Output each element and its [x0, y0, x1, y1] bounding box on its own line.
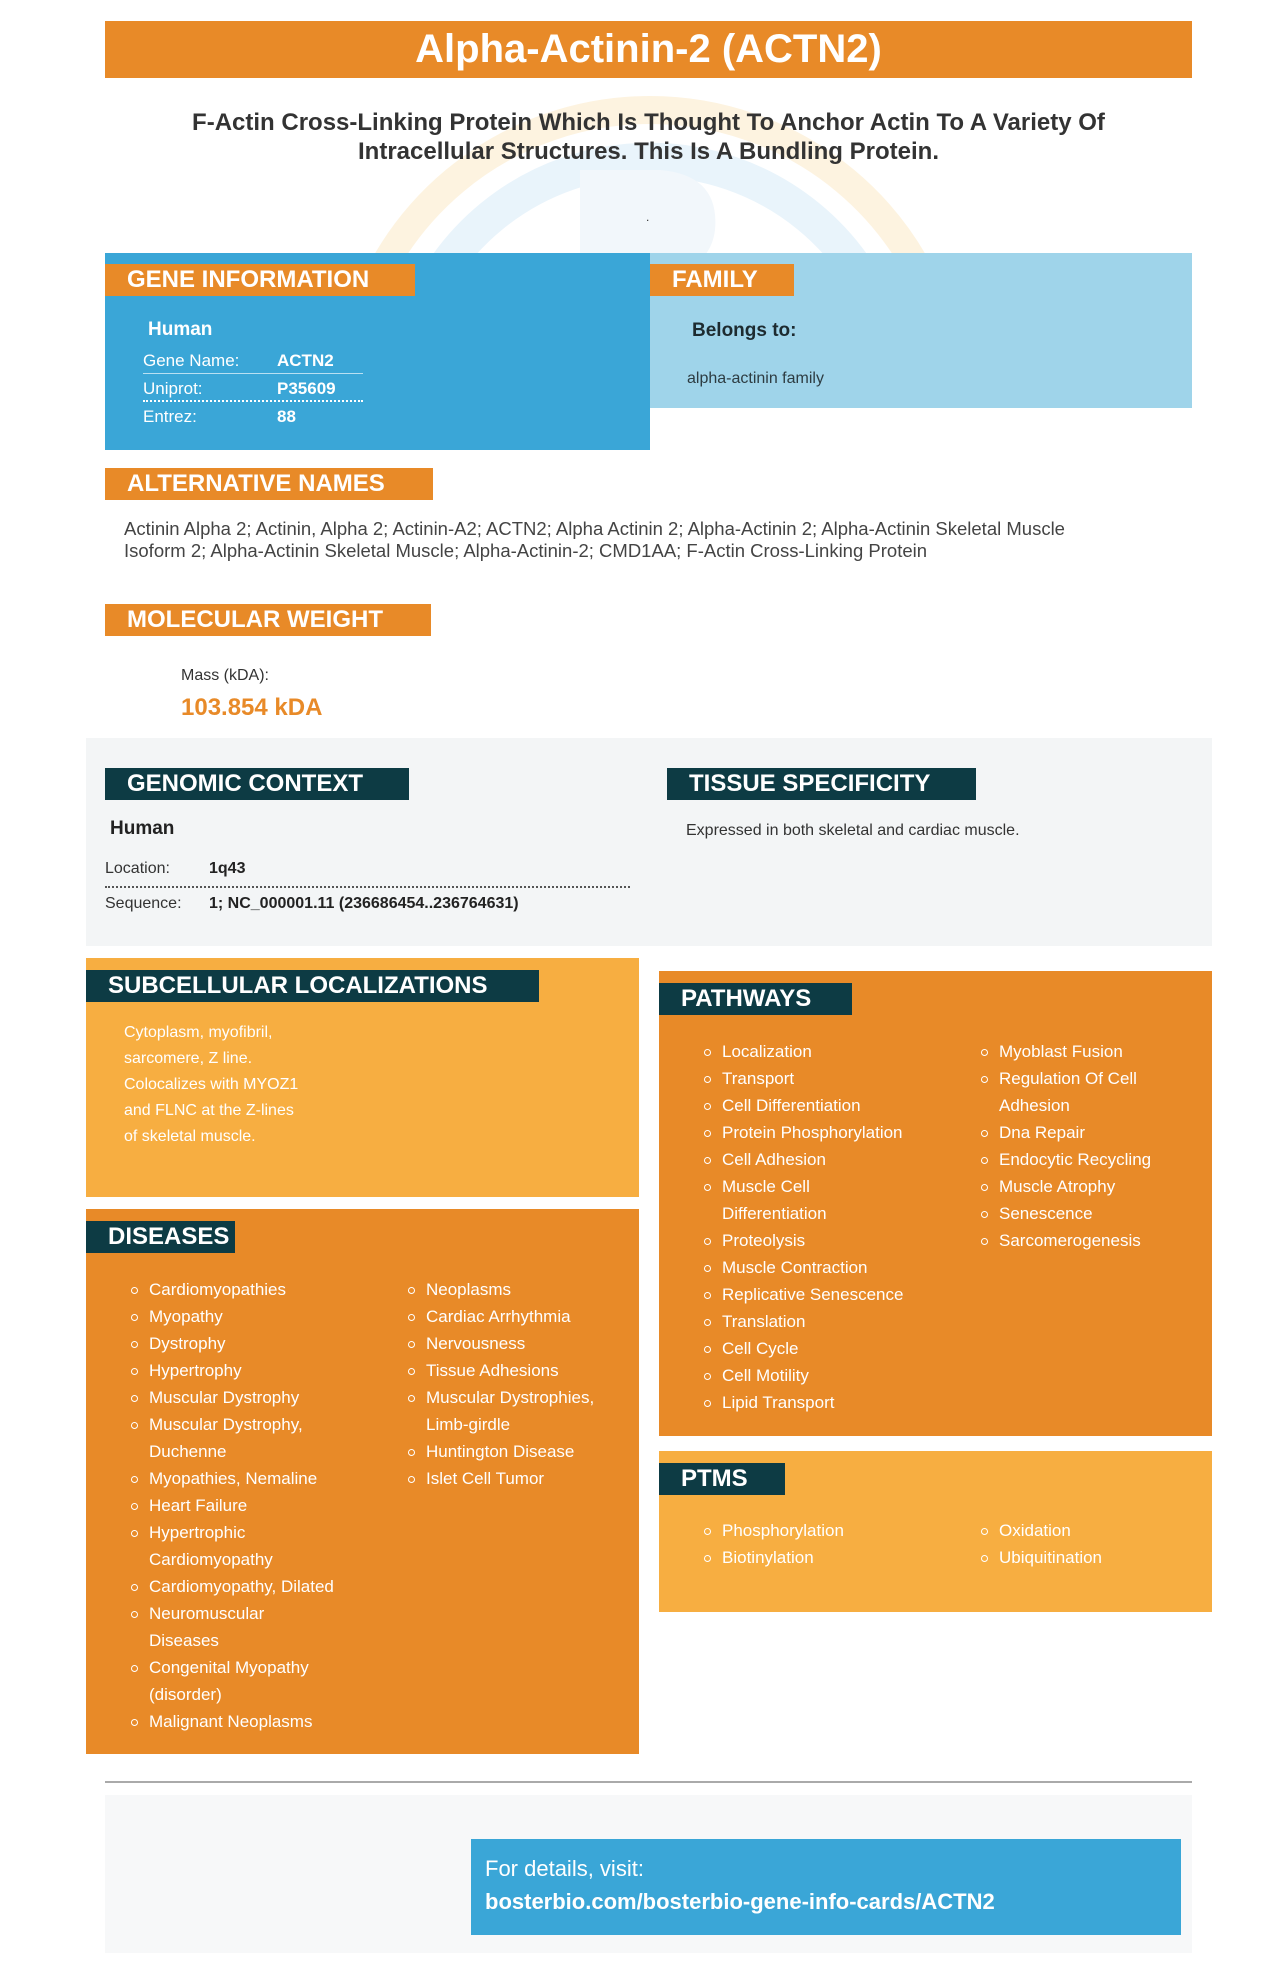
pathway-item: Cell Differentiation — [702, 1092, 942, 1119]
ptm-item: Oxidation — [979, 1517, 1199, 1544]
diseases-section — [86, 1209, 639, 1754]
subcellular-line: sarcomere, Z line. — [124, 1050, 253, 1067]
details-prompt: For details, visit: — [485, 1856, 644, 1881]
disease-item: Tissue Adhesions — [406, 1357, 626, 1384]
disease-item: Dystrophy — [129, 1330, 369, 1357]
disease-item: Islet Cell Tumor — [406, 1465, 626, 1492]
pathway-item: Localization — [702, 1038, 942, 1065]
disease-item: Muscular Dystrophies, Limb-girdle — [406, 1384, 626, 1438]
gene-species: Human — [148, 319, 213, 340]
pathway-item: Muscle Atrophy — [979, 1173, 1199, 1200]
subcellular-line: of skeletal muscle. — [124, 1128, 256, 1145]
ptm-item: Biotinylation — [702, 1544, 942, 1571]
uniprot-row[interactable] — [143, 375, 363, 402]
disease-item: Huntington Disease — [406, 1438, 626, 1465]
ptm-item: Ubiquitination — [979, 1544, 1199, 1571]
pathways-list-col2 — [979, 1038, 1199, 1254]
diseases-list-col2 — [406, 1276, 626, 1492]
entrez-row — [143, 403, 363, 430]
disease-item: Muscular Dystrophy, Duchenne — [129, 1411, 309, 1465]
sequence-label: Sequence: — [105, 895, 182, 912]
gene-name-label: Gene Name: — [143, 351, 240, 370]
ptms-heading: PTMS — [659, 1463, 785, 1495]
pathway-item: Regulation Of Cell Adhesion — [979, 1065, 1149, 1119]
disease-item: Hypertrophy — [129, 1357, 369, 1384]
pathway-item: Myoblast Fusion — [979, 1038, 1199, 1065]
ptms-list-col1 — [702, 1517, 942, 1571]
pathway-item: Cell Adhesion — [702, 1146, 942, 1173]
description-line: F-Actin Cross-Linking Protein Which Is Thought To Anchor Actin To A Variety Of — [192, 109, 1105, 136]
alternative-names-line: Actinin Alpha 2; Actinin, Alpha 2; Actinin-A2; ACTN2; Alpha Actinin 2; Alpha-Actinin 2; Alpha-Actinin Skeletal Muscle — [124, 518, 1065, 539]
disease-item: Myopathies, Nemaline — [129, 1465, 369, 1492]
disease-item: Malignant Neoplasms — [129, 1708, 369, 1735]
pathway-item: Translation — [702, 1308, 942, 1335]
disease-item: Muscular Dystrophy — [129, 1384, 369, 1411]
pathway-item: Dna Repair — [979, 1119, 1199, 1146]
disease-item: Hypertrophic Cardiomyopathy — [129, 1519, 289, 1573]
pathway-item: Muscle Contraction — [702, 1254, 942, 1281]
diseases-list-col1 — [129, 1276, 369, 1735]
pathway-item: Transport — [702, 1065, 942, 1092]
disease-item: Neuromuscular Diseases — [129, 1600, 289, 1654]
family-section — [650, 253, 1192, 408]
subcellular-text — [124, 1020, 298, 1150]
family-value: alpha-actinin family — [687, 370, 824, 387]
pathway-item: Cell Motility — [702, 1362, 942, 1389]
belongs-to-label: Belongs to: — [692, 320, 797, 341]
location-value: 1q43 — [209, 860, 246, 877]
subcellular-line: Cytoplasm, myofibril, — [124, 1024, 273, 1041]
subcellular-localizations-section — [86, 958, 639, 1197]
tissue-specificity-text: Expressed in both skeletal and cardiac muscle. — [686, 822, 1020, 839]
tissue-specificity-heading: TISSUE SPECIFICITY — [667, 768, 976, 800]
pathway-item: Senescence — [979, 1200, 1199, 1227]
gene-information-heading: GENE INFORMATION — [105, 264, 415, 296]
disease-item: Cardiomyopathies — [129, 1276, 369, 1303]
disease-item: Myopathy — [129, 1303, 369, 1330]
ptm-item: Phosphorylation — [702, 1517, 942, 1544]
disease-item: Neoplasms — [406, 1276, 626, 1303]
pathway-item: Sarcomerogenesis — [979, 1227, 1199, 1254]
alternative-names-text — [124, 518, 1194, 562]
disease-item: Cardiac Arrhythmia — [406, 1303, 626, 1330]
pathways-section — [659, 971, 1212, 1436]
mass-label: Mass (kDA): — [181, 667, 269, 684]
entrez-value: 88 — [277, 407, 296, 426]
disease-item: Congenital Myopathy (disorder) — [129, 1654, 309, 1708]
genomic-context-heading: GENOMIC CONTEXT — [105, 768, 409, 800]
subcellular-heading: SUBCELLULAR LOCALIZATIONS — [86, 970, 539, 1002]
separator-dot: . — [646, 210, 650, 224]
pathway-item: Cell Cycle — [702, 1335, 942, 1362]
subcellular-line: Colocalizes with MYOZ1 — [124, 1076, 299, 1093]
details-link[interactable]: bosterbio.com/bosterbio-gene-info-cards/ACTN2 — [485, 1889, 995, 1914]
diseases-heading: DISEASES — [86, 1221, 235, 1253]
protein-description — [105, 108, 1192, 166]
genomic-species: Human — [110, 818, 175, 839]
uniprot-value[interactable]: P35609 — [277, 379, 336, 398]
disease-item: Heart Failure — [129, 1492, 369, 1519]
pathways-heading: PATHWAYS — [659, 983, 852, 1015]
mass-value: 103.854 kDA — [181, 694, 323, 721]
footer-divider — [105, 1781, 1192, 1783]
disease-item: Nervousness — [406, 1330, 626, 1357]
ptms-list-col2 — [979, 1517, 1199, 1571]
location-label: Location: — [105, 860, 170, 877]
details-callout[interactable] — [471, 1839, 1181, 1935]
sequence-row — [105, 893, 630, 919]
pathway-item: Endocytic Recycling — [979, 1146, 1199, 1173]
pathway-item: Protein Phosphorylation — [702, 1119, 942, 1146]
gene-information-section — [105, 253, 650, 450]
gene-name-value: ACTN2 — [277, 351, 334, 370]
disease-item: Cardiomyopathy, Dilated — [129, 1573, 369, 1600]
ptms-section — [659, 1451, 1212, 1612]
alternative-names-heading: ALTERNATIVE NAMES — [105, 468, 433, 500]
uniprot-label: Uniprot: — [143, 379, 203, 398]
description-line: Intracellular Structures. This Is A Bundling Protein. — [358, 138, 939, 165]
pathway-item: Replicative Senescence — [702, 1281, 942, 1308]
page-title: Alpha-Actinin-2 (ACTN2) — [105, 21, 1192, 78]
alternative-names-line: Isoform 2; Alpha-Actinin Skeletal Muscle; Alpha-Actinin-2; CMD1AA; F-Actin Cross-Linking Protein — [124, 540, 928, 561]
family-heading: FAMILY — [650, 264, 794, 296]
subcellular-line: and FLNC at the Z-lines — [124, 1102, 294, 1119]
pathway-item: Proteolysis — [702, 1227, 942, 1254]
pathways-list-col1 — [702, 1038, 942, 1416]
location-row — [105, 858, 630, 888]
entrez-label: Entrez: — [143, 407, 197, 426]
pathway-item: Lipid Transport — [702, 1389, 942, 1416]
pathway-item: Muscle Cell Differentiation — [702, 1173, 842, 1227]
gene-name-row — [143, 347, 363, 374]
sequence-value: 1; NC_000001.11 (236686454..236764631) — [209, 895, 519, 912]
molecular-weight-heading: MOLECULAR WEIGHT — [105, 604, 431, 636]
